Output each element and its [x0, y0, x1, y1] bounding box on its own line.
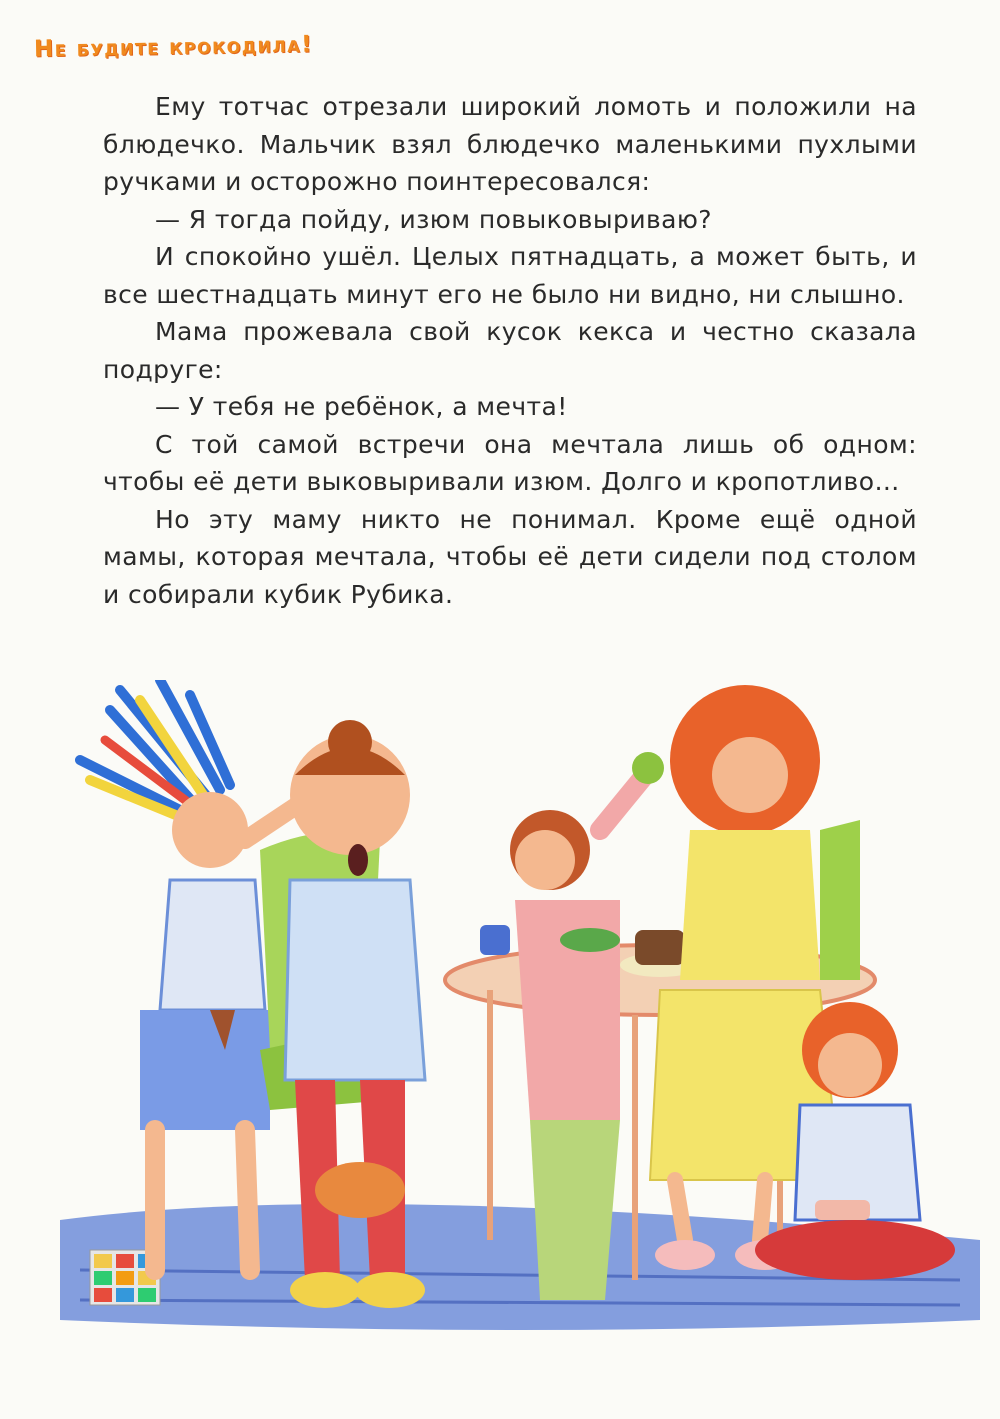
paragraph: — Я тогда пойду, изюм повыковыриваю? — [155, 204, 712, 234]
paragraph: С той самой встречи она мечтала лишь об одном: чтобы её дети выковыривали изюм. Долго и кропотливо… — [103, 429, 917, 496]
paragraph: И спокойно ушёл. Целых пятнадцать, а может быть, и все шестнадцать минут его не было ни видно, ни слышно. — [103, 242, 917, 309]
tea-party-illustration — [60, 680, 980, 1340]
blue-cup-left — [480, 925, 510, 955]
paragraph: Но эту маму никто не понимал. Кроме ещё одной мамы, которая мечтала, чтобы её дети сидели под столом и собирали кубик Рубика. — [103, 504, 917, 609]
story-text — [103, 88, 917, 613]
page-header-title: Не будите крокодила! — [33, 31, 314, 63]
cat — [315, 1162, 405, 1218]
paragraph: Мама прожевала свой кусок кекса и честно сказала подруге: — [103, 317, 917, 384]
paragraph: Ему тотчас отрезали широкий ломоть и положили на блюдечко. Мальчик взял блюдечко маленькими пухлыми ручками и осторожно поинтересовался: — [103, 92, 917, 196]
paragraph: — У тебя не ребёнок, а мечта! — [155, 392, 568, 421]
